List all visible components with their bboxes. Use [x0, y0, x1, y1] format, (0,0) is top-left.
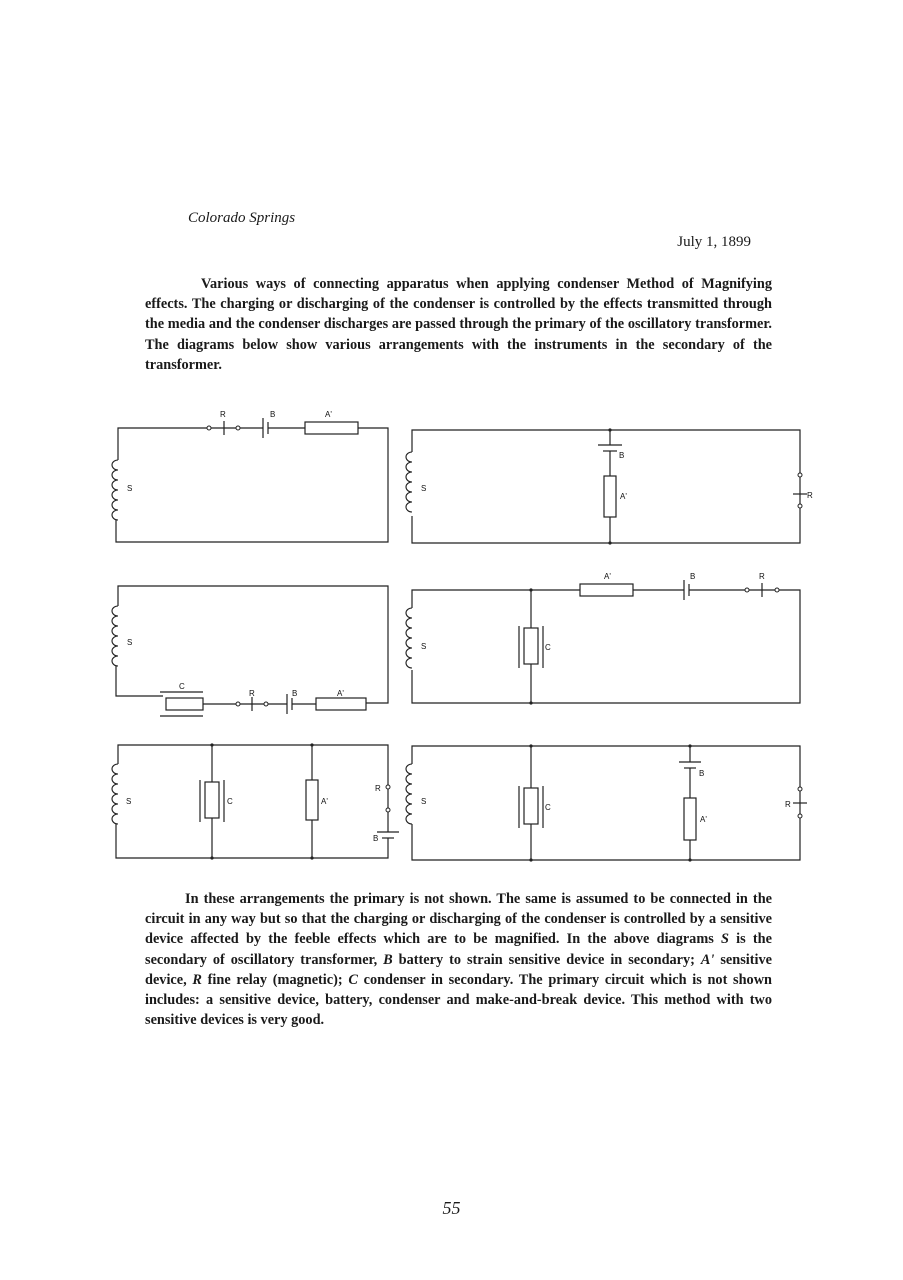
page-number: 55	[442, 1198, 461, 1218]
circuit-diagrams-figure	[0, 400, 903, 870]
closing-text-1: In these arrangements the primary is not shown. The same is assumed to be connected in the circuit in any way but so that the charging or discharging of the condenser is controlled by a sensitive device affected by the feeble effects which are to be magnified. In the above diagrams	[145, 891, 772, 948]
label-b: B	[699, 769, 705, 778]
date-heading: July 1, 1899	[677, 234, 751, 250]
circuit-diagram-6	[406, 744, 807, 861]
label-a: A'	[321, 797, 328, 806]
closing-text-2: is the secondary of oscillatory transformer,	[145, 931, 772, 968]
label-c: C	[227, 797, 233, 806]
label-r: R	[785, 800, 791, 809]
symbol-a: A'	[700, 951, 715, 968]
closing-text-6: condenser in secondary. The primary circuit which is not shown includes: a sensitive device, battery, condenser and make-and-break device. This method with two sensitive devices is very good.	[145, 971, 772, 1029]
symbol-b: B	[383, 951, 393, 968]
symbol-r: R	[192, 971, 202, 988]
label-c: C	[545, 643, 551, 652]
label-b: B	[292, 689, 298, 698]
label-r: R	[807, 491, 813, 500]
label-s: S	[126, 797, 132, 806]
label-b: B	[619, 451, 625, 460]
label-a: A'	[337, 689, 344, 698]
circuit-diagram-4	[406, 572, 800, 705]
label-a: A'	[620, 492, 627, 501]
symbol-s: S	[721, 931, 729, 948]
label-b: B	[373, 834, 379, 843]
closing-text-3: battery to strain sensitive device in secondary;	[392, 951, 701, 968]
circuit-diagram-1	[112, 410, 388, 542]
label-c: C	[179, 682, 185, 691]
place-heading: Colorado Springs	[188, 210, 296, 226]
closing-paragraph	[145, 889, 772, 1030]
closing-text-4: sensitive device,	[145, 951, 772, 988]
label-b: B	[270, 410, 276, 419]
label-s: S	[127, 484, 133, 493]
label-r: R	[375, 784, 381, 793]
intro-paragraph: Various ways of connecting apparatus when applying condenser Method of Magnifying effects. The charging or discharging of the condenser is controlled by the effects transmitted through the media and the condenser discharges are passed through the primary of the oscillatory transformer. The diagrams below show various arrangements with the instruments in the secondary of the transformer.	[145, 276, 772, 373]
label-a: A'	[325, 410, 332, 419]
symbol-c: C	[348, 971, 358, 988]
label-b: B	[690, 572, 696, 581]
label-s: S	[421, 484, 427, 493]
circuit-diagram-3	[112, 586, 388, 716]
label-c: C	[545, 803, 551, 812]
circuit-diagram-2	[406, 428, 813, 544]
circuit-diagram-5	[112, 743, 399, 859]
label-r: R	[249, 689, 255, 698]
label-r: R	[759, 572, 765, 581]
closing-text-5: fine relay (magnetic);	[201, 971, 349, 988]
label-r: R	[220, 410, 226, 419]
label-a: A'	[700, 815, 707, 824]
label-s: S	[421, 797, 427, 806]
label-a: A'	[604, 572, 611, 581]
label-s: S	[421, 642, 427, 651]
label-s: S	[127, 638, 133, 647]
